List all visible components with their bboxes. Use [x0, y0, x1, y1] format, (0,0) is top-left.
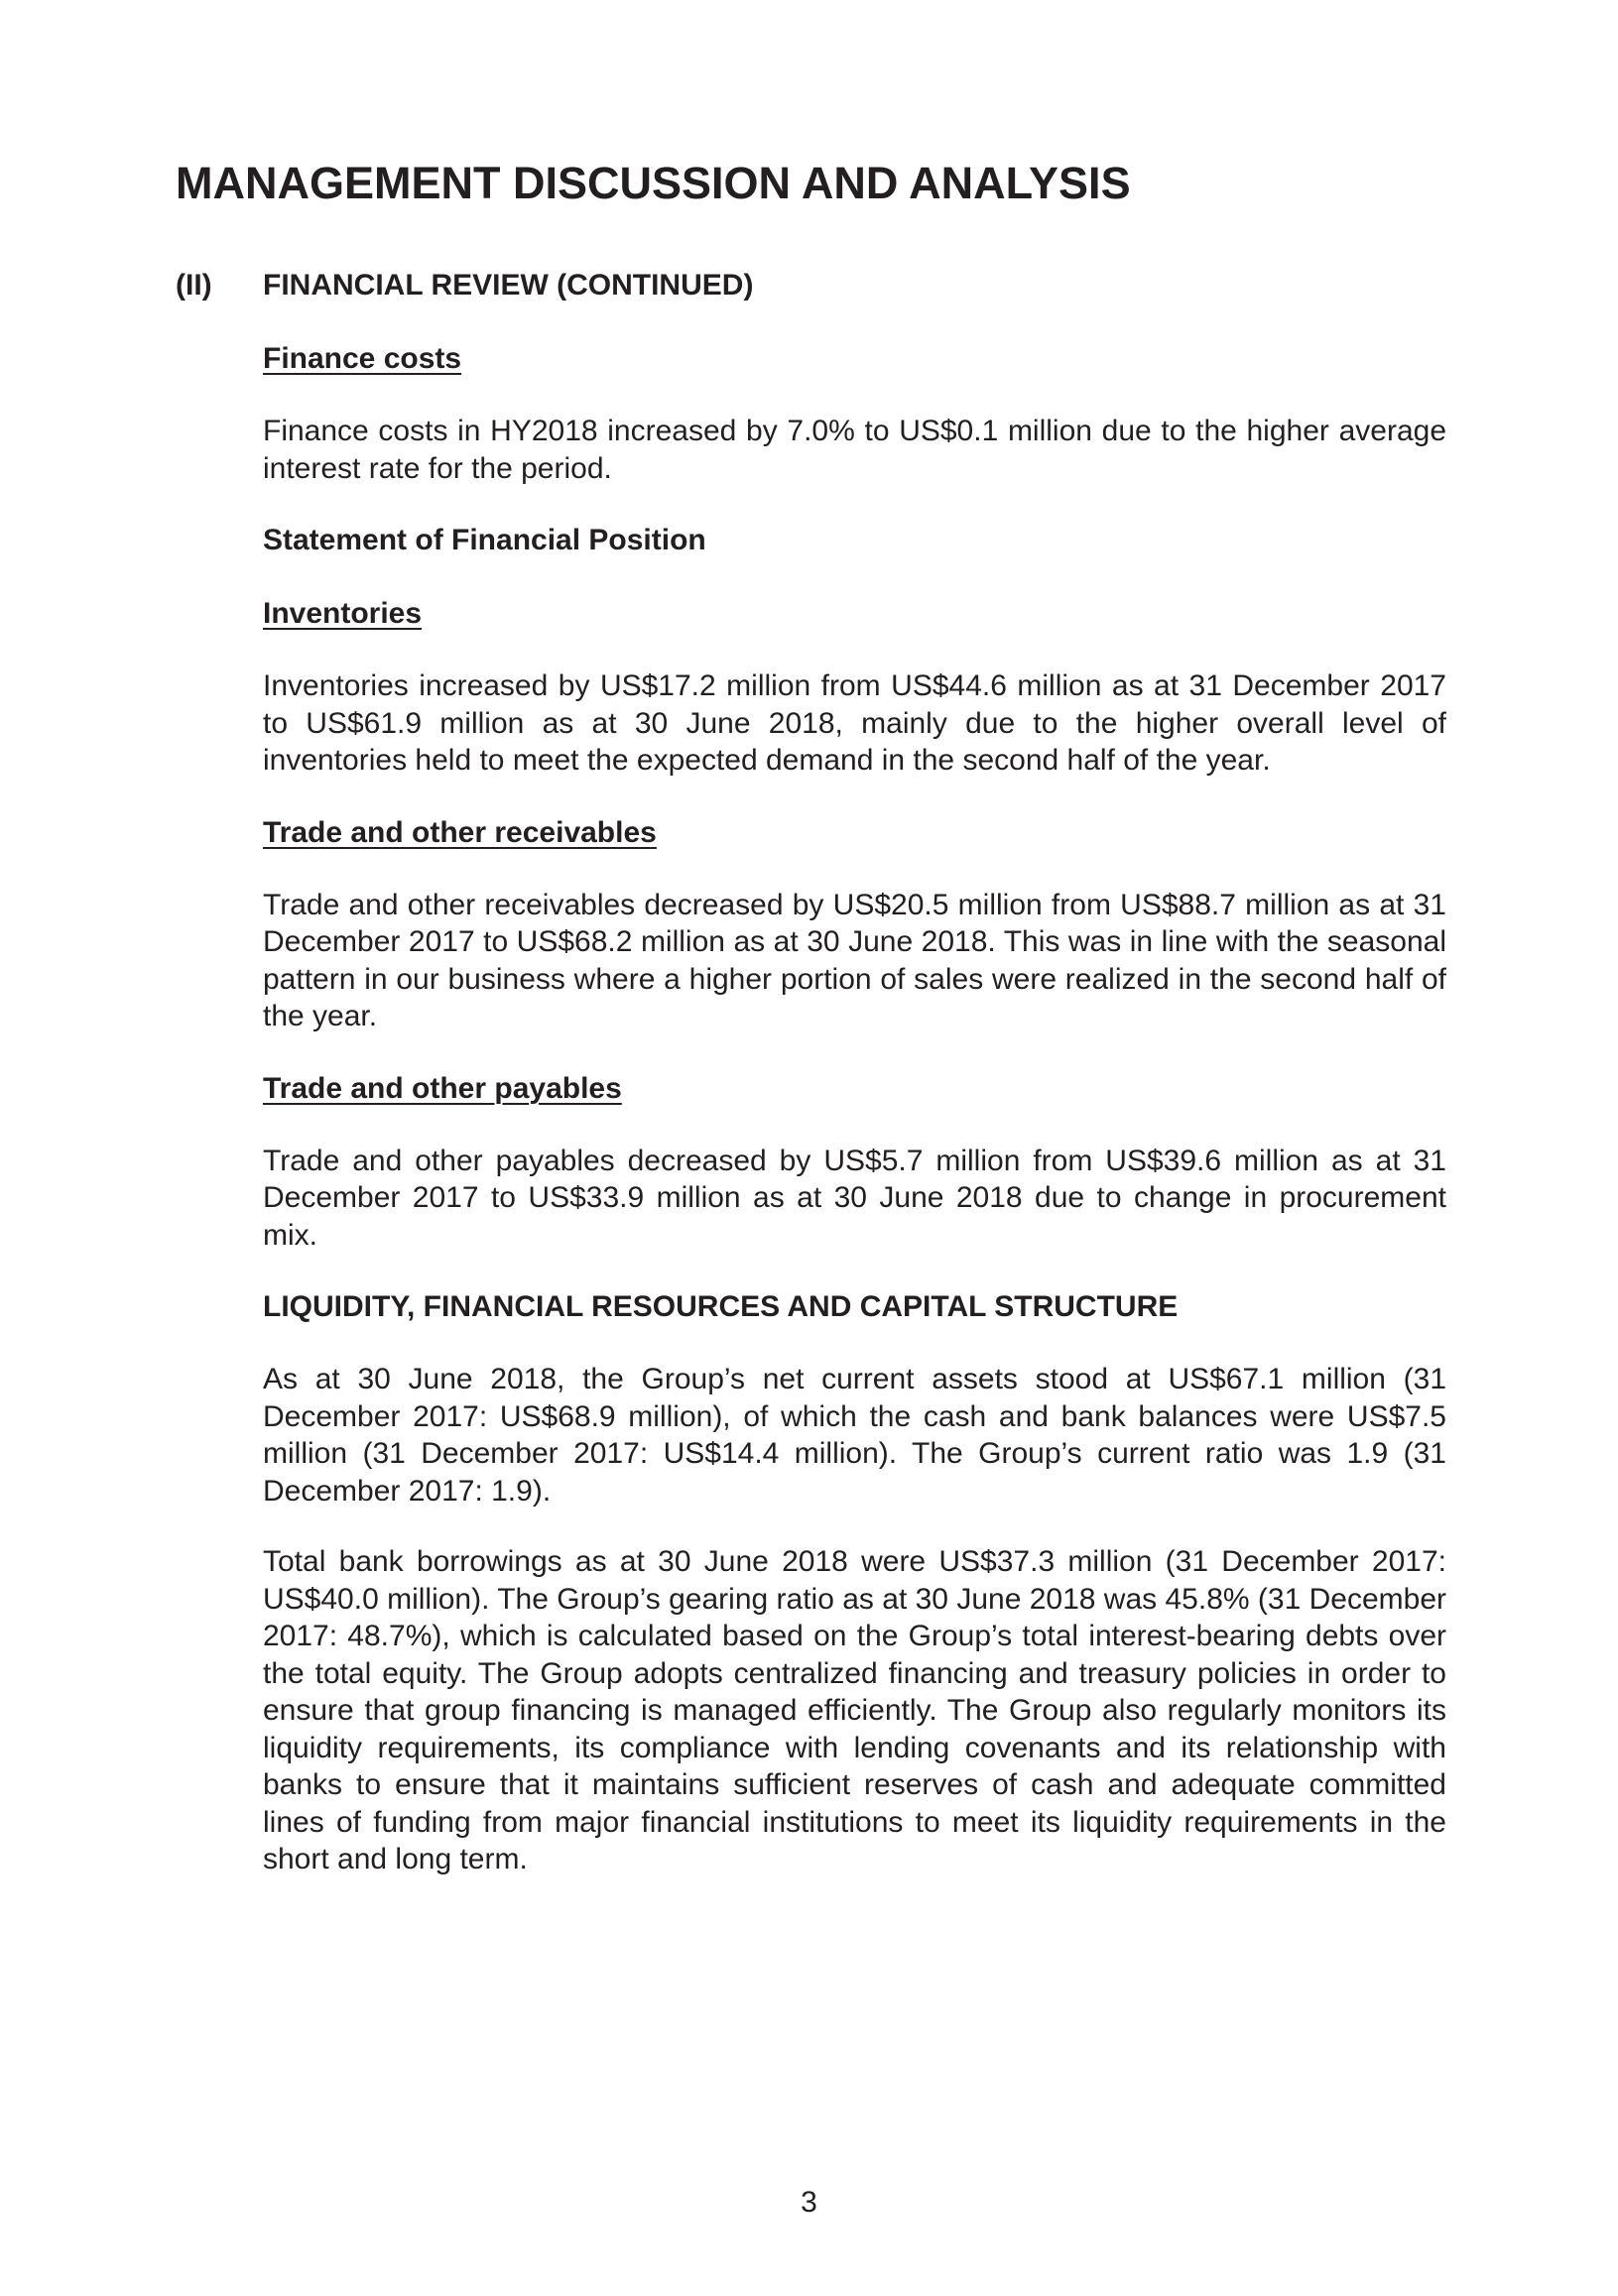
section-title: FINANCIAL REVIEW (CONTINUED) [263, 269, 754, 302]
section-content [263, 266, 1446, 1912]
finance-costs-heading: Finance costs [263, 342, 462, 375]
bank-borrowings-paragraph: Total bank borrowings as at 30 June 2018 were US$37.3 million (31 December 2017: US$40.0 million). The Group’s gearing ratio as at 30 June 2018 was 45.8% (31 December 2017: 48.7%), which is calculated based on the Group’s total interest-bearing debts over the total equity. The Group adopts centralized financing and treasury policies in order to ensure that group financing is managed efficiently. The Group also regularly monitors its liquidity requirements, its compliance with lending covenants and its relationship with banks to ensure that it maintains sufficient reserves of cash and adequate committed lines of funding from major financial institutions to meet its liquidity requirements in the short and long term. [263, 1545, 1446, 1875]
finance-costs-paragraph: Finance costs in HY2018 increased by 7.0% to US$0.1 million due to the higher average interest rate for the period. [263, 415, 1446, 485]
inventories-heading: Inventories [263, 597, 423, 630]
net-current-assets-paragraph: As at 30 June 2018, the Group’s net current assets stood at US$67.1 million (31 December 2017: US$68.9 million), of which the cash and bank balances were US$7.5 million (31 December 2017: US$14.4 million). The Group’s current ratio was 1.9 (31 December 2017: 1.9). [263, 1363, 1446, 1508]
receivables-heading: Trade and other receivables [263, 815, 657, 849]
liquidity-heading: LIQUIDITY, FINANCIAL RESOURCES AND CAPITAL STRUCTURE [263, 1290, 1179, 1323]
financial-position-heading: Statement of Financial Position [263, 524, 706, 556]
inventories-paragraph: Inventories increased by US$17.2 million from US$44.6 million as at 31 December 2017 to US$61.9 million as at 30 June 2018, mainly due to the higher overall level of inventories held to meet the expected demand in the second half of the year. [263, 669, 1446, 777]
payables-heading: Trade and other payables [263, 1071, 622, 1105]
document-title: MANAGEMENT DISCUSSION AND ANALYSIS [176, 158, 1131, 208]
payables-paragraph: Trade and other payables decreased by US$5.7 million from US$39.6 million as at 31 December 2017 to US$33.9 million as at 30 June 2018 due to change in procurement mix. [263, 1144, 1446, 1252]
receivables-paragraph: Trade and other receivables decreased by US$20.5 million from US$88.7 million as at 31 December 2017 to US$68.2 million as at 30 June 2018. This was in line with the seasonal pattern in our business where a higher portion of sales were realized in the second half of the year. [263, 888, 1446, 1032]
page-number: 3 [801, 2186, 817, 2219]
section-number: (II) [176, 269, 212, 302]
